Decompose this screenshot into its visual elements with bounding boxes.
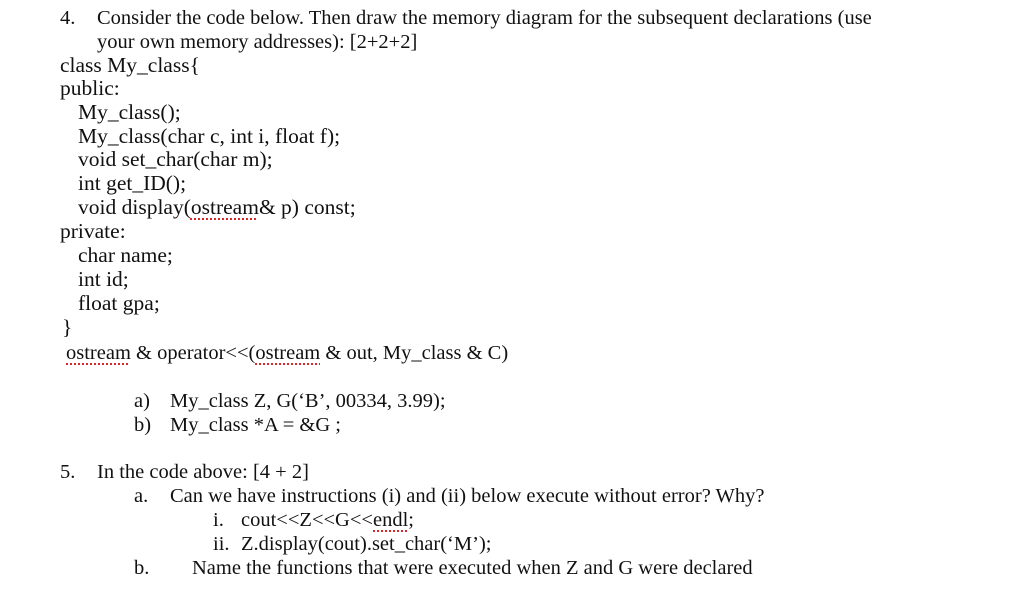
code-op-type1: ostream	[66, 342, 131, 364]
code-ctor-default: My_class();	[78, 100, 181, 124]
q5-line1: In the code above: [4 + 2]	[97, 461, 309, 483]
decl-a-label: a)	[134, 390, 150, 412]
q5-i-label: i.	[213, 509, 224, 531]
code-field-id: int id;	[78, 267, 129, 291]
code-display	[78, 197, 356, 219]
code-public: public:	[60, 76, 120, 100]
q5-a-label: a.	[134, 485, 149, 507]
q5-number: 5.	[60, 461, 76, 483]
q5-i-post: ;	[408, 509, 414, 531]
code-private: private:	[60, 219, 126, 243]
q4-line1: Consider the code below. Then draw the memory diagram for the subsequent declarations (use	[97, 7, 872, 29]
q5-i-pre: cout<<Z<<G<<	[241, 509, 373, 531]
code-class-decl: class My_class{	[60, 53, 200, 77]
code-display-post: & p) const;	[258, 195, 356, 219]
code-field-name: char name;	[78, 243, 173, 267]
q5-i-squiggle: endl	[373, 509, 409, 531]
decl-a-text: My_class Z, G(‘B’, 00334, 3.99);	[170, 390, 446, 412]
code-field-gpa: float gpa;	[78, 291, 160, 315]
code-operator-decl	[66, 343, 508, 364]
code-display-pre: void display(	[78, 195, 191, 219]
q5-i-code	[241, 510, 414, 531]
q5-ii-code: Z.display(cout).set_char(‘M’);	[241, 533, 492, 555]
decl-b-label: b)	[134, 414, 152, 436]
code-set-char: void set_char(char m);	[78, 147, 273, 171]
code-ctor-params: My_class(char c, int i, float f);	[78, 124, 341, 148]
q4-line2: your own memory addresses): [2+2+2]	[97, 31, 418, 53]
code-close-brace: }	[62, 315, 73, 339]
q5-b-text: Name the functions that were executed when Z and G were declared	[192, 557, 753, 579]
decl-b-text: My_class *A = &G ;	[170, 414, 342, 436]
q5-b-label: b.	[134, 557, 150, 579]
code-op-mid2: & out, My_class & C)	[320, 342, 509, 364]
q4-number: 4.	[60, 7, 76, 29]
code-get-id: int get_ID();	[78, 171, 187, 195]
code-display-type: ostream	[190, 195, 259, 219]
q5-a-text: Can we have instructions (i) and (ii) below execute without error? Why?	[170, 485, 765, 507]
code-op-mid1: & operator<<(	[130, 342, 256, 364]
code-op-type2: ostream	[255, 342, 321, 364]
q5-ii-label: ii.	[213, 533, 230, 555]
